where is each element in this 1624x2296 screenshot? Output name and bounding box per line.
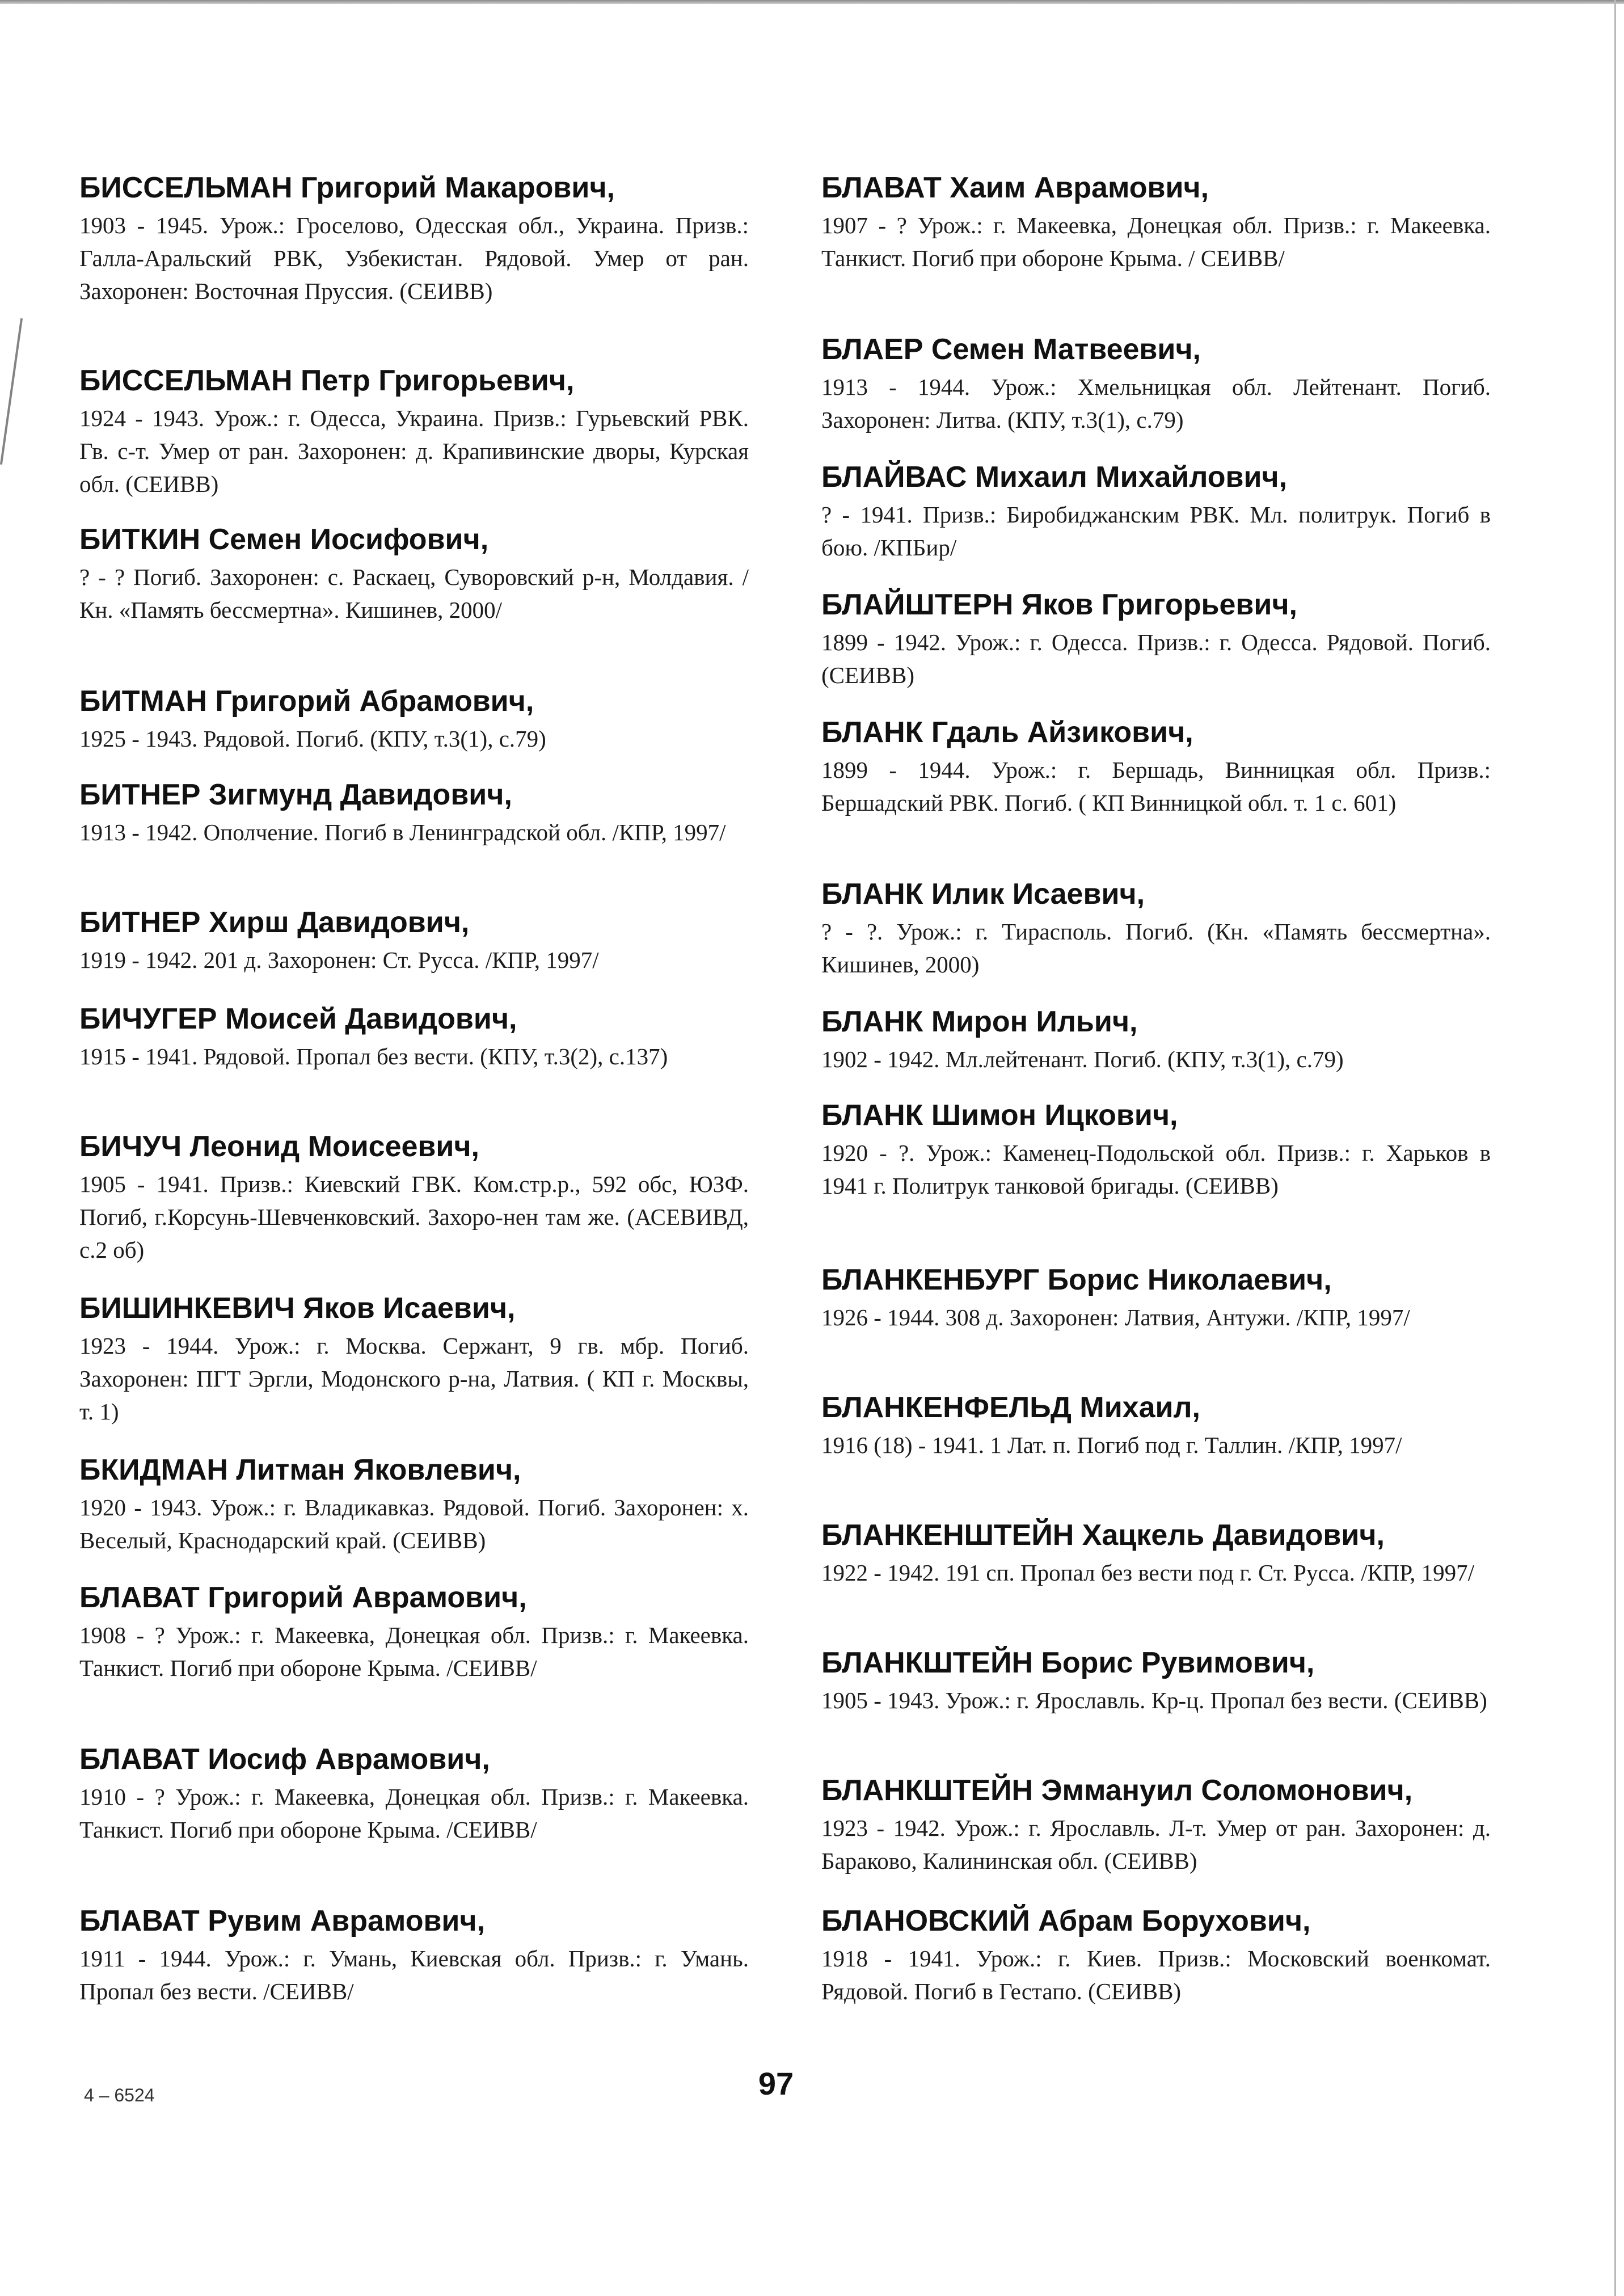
entry	[821, 332, 1491, 436]
entry	[79, 1452, 749, 1557]
entry	[79, 1129, 749, 1266]
entry-text: 1925 - 1943. Рядовой. Погиб. (КПУ, т.3(1), с.79)	[79, 726, 546, 752]
entry	[821, 1004, 1491, 1076]
entry	[821, 460, 1491, 564]
scan-margin-mark	[0, 318, 23, 465]
entry-name: БЛАЕР Семен Матвеевич,	[821, 333, 1201, 366]
entry-name: БЛАЙВАС Михаил Михайлович,	[821, 461, 1288, 494]
entry-name: БЛАНКШТЕЙН Эммануил Соломонович,	[821, 1774, 1413, 1807]
entry-name: БЛАНК Мирон Ильич,	[821, 1005, 1138, 1038]
entry	[821, 1390, 1491, 1461]
entry-name: БИТКИН Семен Иосифович,	[79, 523, 489, 556]
entry-name: БЛАНОВСКИЙ Абрам Борухович,	[821, 1905, 1311, 1937]
entry-name: БЛАВАТ Рувим Аврамович,	[79, 1905, 486, 1937]
entry-name: БЛАВАТ Хаим Аврамович,	[821, 171, 1209, 204]
entry-text: 1902 - 1942. Мл.лейтенант. Погиб. (КПУ, т.3(1), с.79)	[821, 1046, 1344, 1072]
entry	[79, 777, 749, 849]
entry-text: 1926 - 1944. 308 д. Захоронен: Латвия, Антужи. /КПР, 1997/	[821, 1304, 1410, 1330]
entry-text: 1918 - 1941. Урож.: г. Киев. Призв.: Московский военкомат. Рядовой. Погиб в Гестапо. (СЕИВВ)	[821, 1945, 1491, 2004]
entry-name: БЛАНК Шимон Ицкович,	[821, 1099, 1178, 1132]
entry	[79, 1291, 749, 1428]
entry-text: ? - ? Погиб. Захоронен: с. Раскаец, Суворовский р-н, Молдавия. /Кн. «Память бессмертна». Кишинев, 2000/	[79, 564, 749, 623]
entry-text: 1911 - 1944. Урож.: г. Умань, Киевская обл. Призв.: г. Умань. Пропал без вести. /СЕИВВ/	[79, 1945, 749, 2004]
entry-name: БЛАВАТ Григорий Аврамович,	[79, 1581, 527, 1614]
entry-name: БКИДМАН Литман Яковлевич,	[79, 1454, 521, 1486]
entry	[821, 1645, 1491, 1717]
entry-text: 1907 - ? Урож.: г. Макеевка, Донецкая обл. Призв.: г. Макеевка. Танкист. Погиб при обороне Крыма. / СЕИВВ/	[821, 212, 1491, 271]
entry-text: 1903 - 1945. Урож.: Гроселово, Одесская обл., Украина. Призв.: Галла-Аральский РВК, Узбекистан. Рядовой. Умер от ран. Захоронен: Восточная Пруссия. (СЕИВВ)	[79, 212, 749, 304]
entry-text: 1924 - 1943. Урож.: г. Одесса, Украина. Призв.: Гурьевский РВК. Гв. с-т. Умер от ран. Захоронен: д. Крапивинские дворы, Курская обл. (СЕИВВ)	[79, 405, 749, 497]
entry-text: 1905 - 1941. Призв.: Киевский ГВК. Ком.стр.р., 592 обс, ЮЗФ. Погиб, г.Корсунь-Шевченковский. Захоро-нен там же. (АСЕВИВД, с.2 об)	[79, 1171, 749, 1263]
entry	[821, 1773, 1491, 1877]
entry	[79, 1903, 749, 2008]
entry-name: БИЧУГЕР Моисей Давидович,	[79, 1002, 517, 1035]
entry	[821, 170, 1491, 275]
entry	[79, 1001, 749, 1073]
entry	[821, 715, 1491, 819]
entry-text: 1923 - 1944. Урож.: г. Москва. Сержант, 9 гв. мбр. Погиб. Захоронен: ПГТ Эргли, Модонского р-на, Латвия. ( КП г. Москвы, т. 1)	[79, 1333, 749, 1425]
entry-name: БИЧУЧ Леонид Моисеевич,	[79, 1130, 479, 1163]
entry-name: БИШИНКЕВИЧ Яков Исаевич,	[79, 1292, 516, 1325]
entry-name: БИТМАН Григорий Абрамович,	[79, 685, 534, 718]
entry-text: ? - ?. Урож.: г. Тирасполь. Погиб. (Кн. «Память бессмертна». Кишинев, 2000)	[821, 919, 1491, 978]
entry	[821, 1518, 1491, 1589]
entry-text: 1905 - 1943. Урож.: г. Ярославль. Кр-ц. Пропал без вести. (СЕИВВ)	[821, 1687, 1487, 1713]
entry-text: 1916 (18) - 1941. 1 Лат. п. Погиб под г. Таллин. /КПР, 1997/	[821, 1432, 1402, 1458]
scan-top-edge	[0, 0, 1624, 4]
entry-name: БИТНЕР Зигмунд Давидович,	[79, 778, 512, 811]
scan-right-edge	[1614, 0, 1616, 2296]
entry-text: 1919 - 1942. 201 д. Захоронен: Ст. Русса. /КПР, 1997/	[79, 947, 599, 973]
entry-name: БЛАНКЕНФЕЛЬД Михаил,	[821, 1391, 1200, 1424]
entry	[821, 877, 1491, 981]
entry	[821, 1262, 1491, 1334]
entry-name: БЛАНКЕНБУРГ Борис Николаевич,	[821, 1263, 1332, 1296]
entry-name: БЛАНКШТЕЙН Борис Рувимович,	[821, 1646, 1315, 1679]
entry-name: БЛАНКЕНШТЕЙН Хацкель Давидович,	[821, 1519, 1385, 1552]
entry-name: БИССЕЛЬМАН Петр Григорьевич,	[79, 364, 575, 397]
entry	[821, 587, 1491, 692]
entry-text: 1920 - 1943. Урож.: г. Владикавказ. Рядовой. Погиб. Захоронен: х. Веселый, Краснодарский край. (СЕИВВ)	[79, 1494, 749, 1553]
entry-name: БИССЕЛЬМАН Григорий Макарович,	[79, 171, 615, 204]
entry	[79, 684, 749, 755]
entry	[79, 522, 749, 626]
entry-text: 1899 - 1942. Урож.: г. Одесса. Призв.: г. Одесса. Рядовой. Погиб. (СЕИВВ)	[821, 629, 1491, 688]
entry-text: 1899 - 1944. Урож.: г. Бершадь, Винницкая обл. Призв.: Бершадский РВК. Погиб. ( КП Винницкой обл. т. 1 с. 601)	[821, 757, 1491, 816]
entry	[79, 170, 749, 307]
entry-text: 1913 - 1944. Урож.: Хмельницкая обл. Лейтенант. Погиб. Захоронен: Литва. (КПУ, т.3(1), с.79)	[821, 374, 1491, 433]
print-code: 4 – 6524	[84, 2085, 155, 2105]
entry-name: БЛАНК Гдаль Айзикович,	[821, 716, 1193, 749]
entry	[79, 1742, 749, 1846]
entry-text: 1913 - 1942. Ополчение. Погиб в Ленинградской обл. /КПР, 1997/	[79, 819, 726, 845]
entry-name: БЛАВАТ Иосиф Аврамович,	[79, 1743, 490, 1776]
entry-text: 1922 - 1942. 191 сп. Пропал без вести под г. Ст. Русса. /КПР, 1997/	[821, 1560, 1474, 1586]
page-number: 97	[758, 2066, 794, 2101]
entry	[79, 363, 749, 500]
entry-name: БЛАЙШТЕРН Яков Григорьевич,	[821, 588, 1297, 621]
entry-text: 1920 - ?. Урож.: Каменец-Подольской обл. Призв.: г. Харьков в 1941 г. Политрук танковой бригады. (СЕИВВ)	[821, 1140, 1491, 1199]
entry-text: ? - 1941. Призв.: Биробиджанским РВК. Мл. политрук. Погиб в бою. /КПБир/	[821, 502, 1491, 561]
entry	[821, 1098, 1491, 1202]
entry-text: 1923 - 1942. Урож.: г. Ярославль. Л-т. Умер от ран. Захоронен: д. Бараково, Калининская обл. (СЕИВВ)	[821, 1815, 1491, 1874]
entry	[79, 1580, 749, 1684]
entry-name: БИТНЕР Хирш Давидович,	[79, 906, 470, 939]
entry	[79, 905, 749, 976]
entry	[821, 1903, 1491, 2008]
entry-name: БЛАНК Илик Исаевич,	[821, 878, 1145, 911]
entry-text: 1915 - 1941. Рядовой. Пропал без вести. (КПУ, т.3(2), с.137)	[79, 1043, 668, 1069]
entry-text: 1910 - ? Урож.: г. Макеевка, Донецкая обл. Призв.: г. Макеевка. Танкист. Погиб при обороне Крыма. /СЕИВВ/	[79, 1784, 749, 1843]
entry-text: 1908 - ? Урож.: г. Макеевка, Донецкая обл. Призв.: г. Макеевка. Танкист. Погиб при обороне Крыма. /СЕИВВ/	[79, 1622, 749, 1681]
